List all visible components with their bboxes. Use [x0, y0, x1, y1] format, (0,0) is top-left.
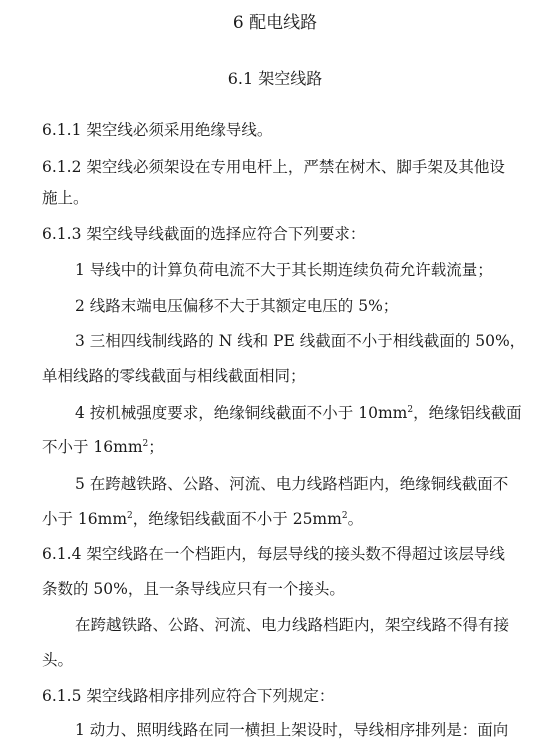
clause-6-1-4-line-3: 在跨越铁路、公路、河流、电力线路档距内，架空线路不得有接 [75, 616, 510, 634]
item-5-text-a: 小于 16mm [42, 510, 128, 528]
clause-6-1-1: 6.1.1 架空线必须采用绝缘导线。 [42, 121, 273, 139]
item-4-text-c: 不小于 16mm [42, 438, 143, 456]
item-4-text-b: ，绝缘铝线截面 [413, 404, 522, 422]
item-5-text-c: 。 [347, 510, 364, 528]
clause-6-1-4-line-4: 头。 [42, 651, 74, 669]
clause-6-1-3-item-3-line-2: 单相线路的零线截面与相线截面相同； [42, 367, 306, 385]
clause-6-1-3-item-5-line-2 [42, 509, 363, 529]
clause-6-1-3-item-2: 2 线路末端电压偏移不大于其额定电压的 5%； [75, 297, 399, 315]
item-5-text-b: ，绝缘铝线截面不小于 25mm [132, 510, 342, 528]
item-4-text-d: ； [148, 438, 164, 456]
clause-6-1-3: 6.1.3 架空线导线截面的选择应符合下列要求： [42, 225, 366, 243]
superscript-2: 2 [127, 511, 133, 521]
item-4-text-a: 4 按机械强度要求，绝缘铜线截面不小于 10mm [75, 404, 408, 422]
clause-6-1-4-line-1: 6.1.4 架空线路在一个档距内，每层导线的接头数不得超过该层导线 [42, 545, 505, 563]
clause-6-1-5: 6.1.5 架空线路相序排列应符合下列规定： [42, 687, 335, 705]
clause-6-1-2-line-1: 6.1.2 架空线必须架设在专用电杆上，严禁在树木、脚手架及其他设 [42, 158, 505, 176]
superscript-2: 2 [341, 511, 348, 521]
clause-6-1-3-item-1: 1 导线中的计算负荷电流不大于其长期连续负荷允许载流量； [75, 261, 493, 279]
section-title: 6.1 架空线路 [227, 69, 323, 88]
chapter-title: 6 配电线路 [232, 13, 318, 33]
clause-6-1-3-item-4-line-1 [75, 403, 522, 423]
clause-6-1-3-item-5-line-1: 5 在跨越铁路、公路、河流、电力线路档距内，绝缘铜线截面不 [75, 475, 509, 493]
clause-6-1-5-item-1: 1 动力、照明线路在同一横担上架设时，导线相序排列是：面向 [75, 721, 509, 739]
superscript-2: 2 [142, 439, 149, 449]
clause-6-1-2-line-2: 施上。 [42, 189, 89, 207]
superscript-2: 2 [407, 405, 414, 415]
clause-6-1-3-item-3-line-1: 3 三相四线制线路的 N 线和 PE 线截面不小于相线截面的 50%， [75, 332, 526, 350]
clause-6-1-4-line-2: 条数的 50%，且一条导线应只有一个接头。 [42, 580, 345, 598]
clause-6-1-3-item-4-line-2 [42, 437, 164, 457]
